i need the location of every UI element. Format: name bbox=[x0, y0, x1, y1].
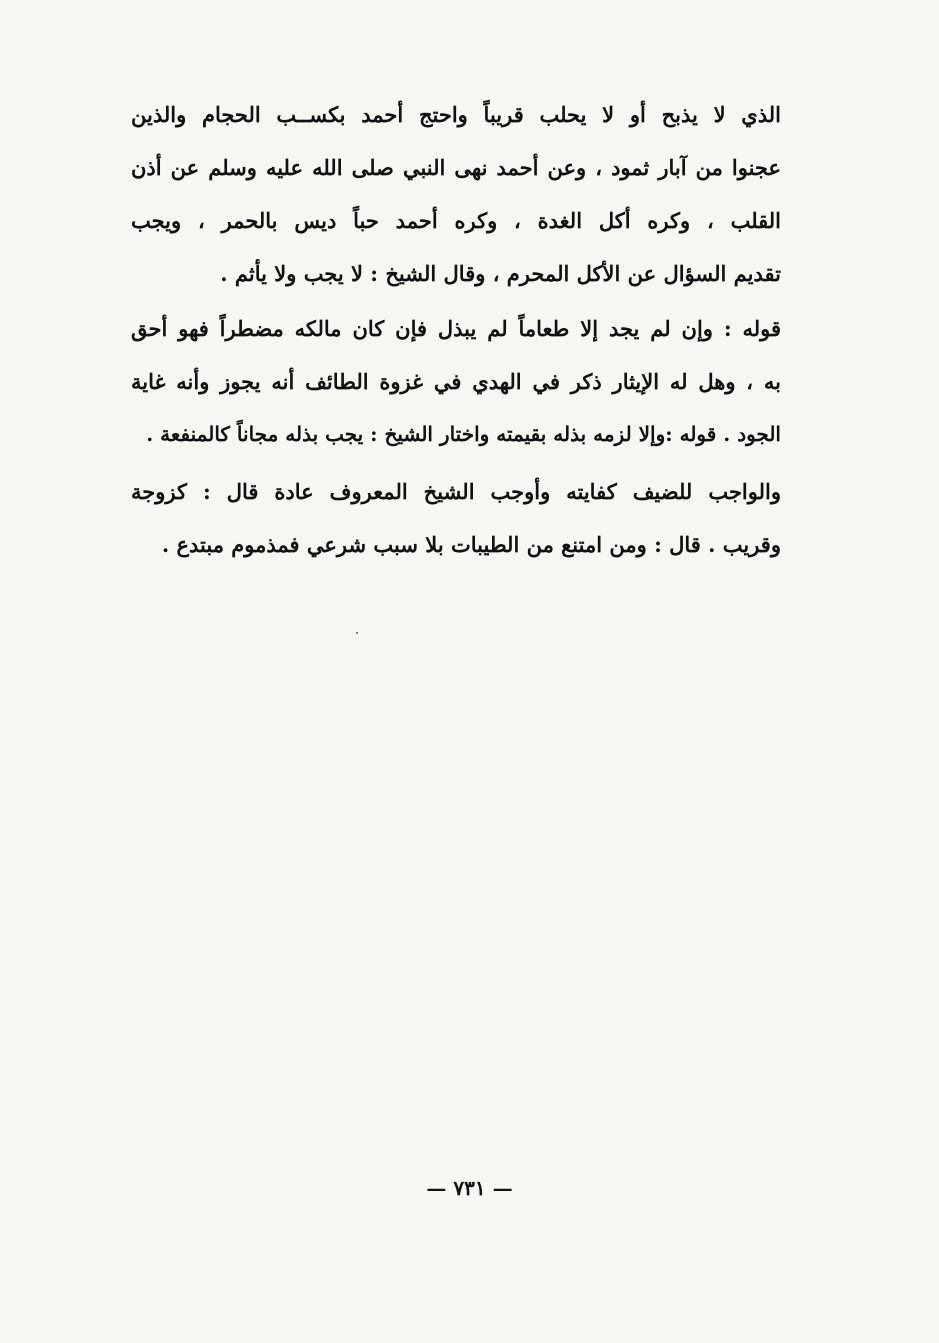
text-line: الجود . قوله :وإلا لزمه بذله بقيمته واختار الشيخ : يجب بذله مجاناً كالمنفعة . bbox=[146, 422, 781, 446]
text-line: القلب ، وكره أكل الغدة ، وكره أحمد حباً ديس بالحمر ، ويجب bbox=[131, 208, 781, 233]
speck-mark bbox=[356, 632, 358, 634]
text-line: قوله : وإن لم يجد إلا طعاماً لم يبذل فإن كان مالكه مضطراً فهو أحق bbox=[131, 316, 781, 341]
text-line: عجنوا من آبار ثمود ، وعن أحمد نهى النبي صلى الله عليه وسلم عن أذن bbox=[131, 155, 781, 180]
text-line: به ، وهل له الإيثار ذكر في الهدي في غزوة الطائف أنه يجوز وأنه غاية bbox=[131, 369, 781, 394]
paragraph-1 bbox=[131, 88, 781, 300]
page-number: — ٧٣١ — bbox=[426, 1176, 513, 1200]
text-line: وقريب . قال : ومن امتنع من الطيبات بلا سبب شرعي فمذموم مبتدع . bbox=[161, 532, 781, 557]
paragraph-2 bbox=[131, 302, 781, 461]
text-line: والواجب للضيف كفايته وأوجب الشيخ المعروف عادة قال : كزوجة bbox=[131, 479, 781, 504]
text-line: تقديم السؤال عن الأكل المحرم ، وقال الشيخ : لا يجب ولا يأثم . bbox=[220, 261, 781, 286]
paragraph-3 bbox=[131, 465, 781, 571]
text-line: الذي لا يذبح أو لا يحلب قريباً واحتج أحمد بكســب الحجام والذين bbox=[131, 102, 781, 127]
